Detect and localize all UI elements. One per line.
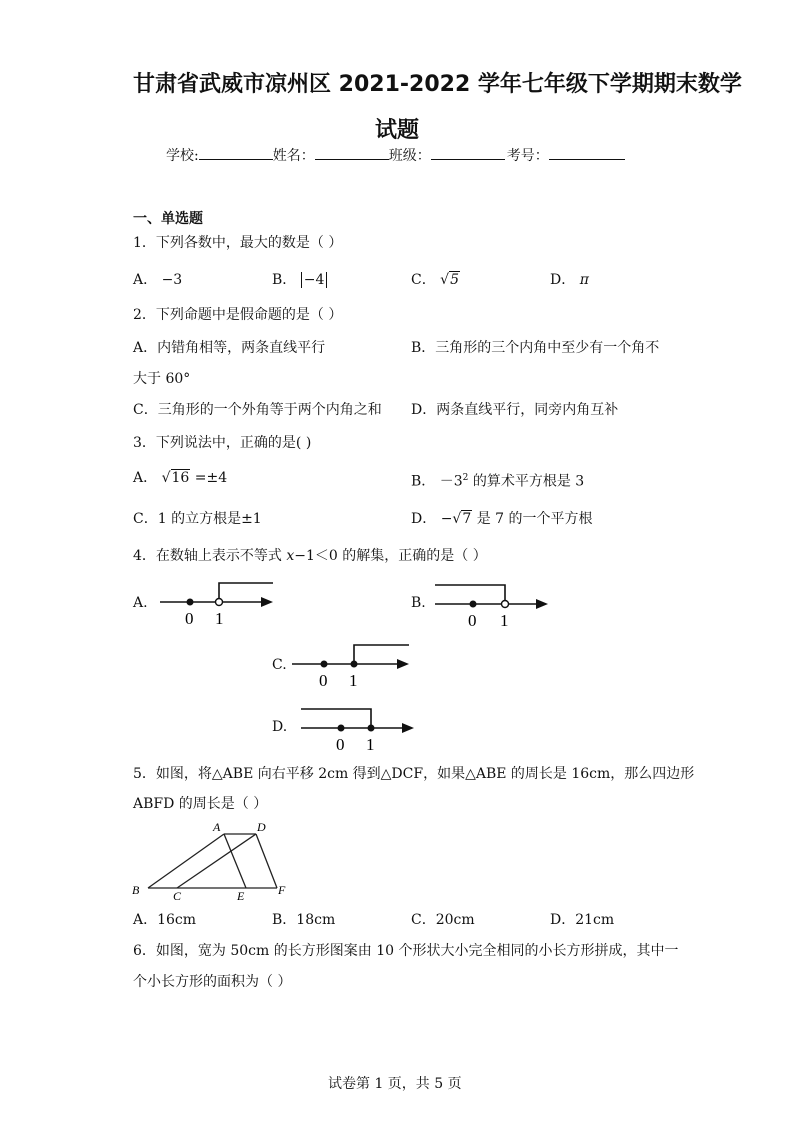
class-label: 班级： (388, 148, 431, 164)
q1-c-sqrt: √5 (440, 272, 460, 288)
q2-option-d[interactable]: D．两条直线平行，同旁内角互补 (411, 402, 619, 418)
id-blank[interactable] (549, 145, 625, 160)
q5-translation-figure (130, 818, 290, 903)
point-label-A: A (213, 820, 221, 834)
point-label-D: D (257, 820, 266, 834)
q3-option-a[interactable]: A． √16 =±4 (133, 470, 228, 486)
point-zero (187, 599, 194, 606)
point-label-B: B (132, 883, 140, 897)
q1-stem: 1．下列各数中，最大的数是（ ） (133, 235, 343, 251)
tick-label-zero: 0 (185, 609, 194, 628)
q3-b-exponent: 2 (462, 473, 469, 483)
q4-option-a-numberline (155, 578, 285, 630)
section-title: 一、单选题 (133, 211, 203, 227)
q4-stem-pre: 4．在数轴上表示不等式 (133, 548, 287, 564)
point-label-C: C (173, 889, 182, 903)
axis-arrow (402, 723, 414, 733)
q1-a-label: A． (133, 272, 158, 288)
point-one-open (502, 601, 509, 608)
point-zero (338, 725, 345, 732)
point-one-open (216, 599, 223, 606)
q4-option-c-label[interactable]: C. (272, 657, 287, 673)
segment-DC (177, 834, 256, 888)
q3-option-c[interactable]: C．1 的立方根是±1 (133, 511, 262, 527)
axis-arrow (261, 597, 273, 607)
q6-stem-line2: 个小长方形的面积为（ ） (133, 974, 292, 990)
tick-label-zero: 0 (468, 611, 477, 630)
q3-d-sign: − (440, 511, 453, 527)
q2-stem: 2．下列命题中是假命题的是（ ） (133, 307, 343, 323)
student-info-line (166, 145, 625, 165)
q2-option-b-cont: 大于 60° (133, 371, 191, 387)
q3-a-label: A． (133, 470, 158, 486)
solution-bracket (301, 709, 371, 728)
exam-title-line2: 试题 (375, 118, 420, 143)
segment-AE (224, 834, 246, 888)
q5-option-b[interactable]: B．18cm (272, 912, 336, 928)
q5-stem-line1: 5．如图，将△ABE 向右平移 2cm 得到△DCF，如果△ABE 的周长是 16cm，那么四边形 (133, 766, 695, 782)
school-blank[interactable] (199, 145, 273, 160)
segment-DF (256, 834, 277, 888)
q4-option-c-numberline (287, 640, 417, 692)
q6-stem-line1: 6．如图，宽为 50cm 的长方形图案由 10 个形状大小完全相同的小长方形拼成，其中一 (133, 943, 679, 959)
q4-stem-var: x (286, 548, 295, 564)
q5-option-a[interactable]: A．16cm (133, 912, 197, 928)
q2-option-a[interactable]: A．内错角相等，两条直线平行 (133, 340, 326, 356)
q4-stem (133, 547, 487, 565)
q4-stem-post: −1＜0 的解集，正确的是（ ） (294, 548, 487, 564)
tick-label-one: 1 (366, 735, 375, 754)
point-zero (470, 601, 477, 608)
exam-title-line1: 甘肃省武威市凉州区 2021-2022 学年七年级下学期期末数学 (133, 72, 742, 97)
tick-label-one: 1 (500, 611, 509, 630)
q1-option-b[interactable] (272, 271, 327, 289)
point-one-closed (368, 725, 375, 732)
q4-option-b-numberline (430, 578, 560, 630)
q1-b-value: −4 (303, 272, 325, 288)
point-zero (321, 661, 328, 668)
axis-arrow (397, 659, 409, 669)
name-blank[interactable] (315, 145, 389, 160)
q1-option-d[interactable] (550, 271, 589, 289)
q5-option-c[interactable]: C．20cm (411, 912, 475, 928)
point-label-F: F (278, 883, 286, 897)
q1-d-value: π (579, 272, 589, 288)
q4-option-a-label[interactable]: A. (133, 595, 148, 611)
q5-stem-line2: ABFD 的周长是（ ） (133, 796, 268, 812)
school-label: 学校: (166, 148, 199, 164)
q4-option-d-numberline (296, 702, 426, 754)
q3-option-b[interactable] (411, 469, 584, 491)
q3-option-d[interactable]: D． −√7 是 7 的一个平方根 (411, 511, 593, 527)
q1-b-abs (301, 272, 328, 288)
tick-label-one: 1 (349, 671, 358, 690)
q3-b-base: －3 (439, 473, 463, 490)
point-one-closed (351, 661, 358, 668)
q3-b-label: B． (411, 473, 436, 490)
q4-option-b-label[interactable]: B. (411, 595, 426, 611)
q3-a-rest: =±4 (190, 470, 228, 486)
q3-d-radicand: 7 (462, 511, 472, 527)
q1-b-label: B． (272, 272, 297, 288)
q3-b-rest: 的算术平方根是 3 (468, 473, 585, 490)
q1-c-radicand: 5 (450, 272, 460, 288)
q1-option-a[interactable] (133, 271, 182, 289)
segment-AB (148, 834, 224, 888)
class-blank[interactable] (431, 145, 505, 160)
q3-d-label: D． (411, 511, 437, 527)
tick-label-zero: 0 (319, 671, 328, 690)
id-label: 考号： (506, 148, 549, 164)
point-label-E: E (237, 889, 245, 903)
page-footer: 试卷第 1 页，共 5 页 (328, 1076, 462, 1092)
tick-label-zero: 0 (336, 735, 345, 754)
q3-a-radicand: 16 (171, 470, 190, 486)
q2-option-c[interactable]: C．三角形的一个外角等于两个内角之和 (133, 402, 382, 418)
name-label: 姓名： (272, 148, 315, 164)
q1-a-value: −3 (161, 272, 183, 288)
solution-bracket (435, 585, 505, 604)
tick-label-one: 1 (215, 609, 224, 628)
q2-option-b[interactable]: B．三角形的三个内角中至少有一个角不 (411, 340, 660, 356)
q1-c-label: C． (411, 272, 436, 288)
q3-stem: 3．下列说法中，正确的是( ) (133, 435, 312, 451)
q1-option-c[interactable] (411, 271, 460, 289)
q3-d-rest: 是 7 的一个平方根 (472, 511, 593, 527)
q1-d-label: D． (550, 272, 576, 288)
axis-arrow (536, 599, 548, 609)
q5-option-d[interactable]: D．21cm (550, 912, 615, 928)
q4-option-d-label[interactable]: D. (272, 719, 288, 735)
